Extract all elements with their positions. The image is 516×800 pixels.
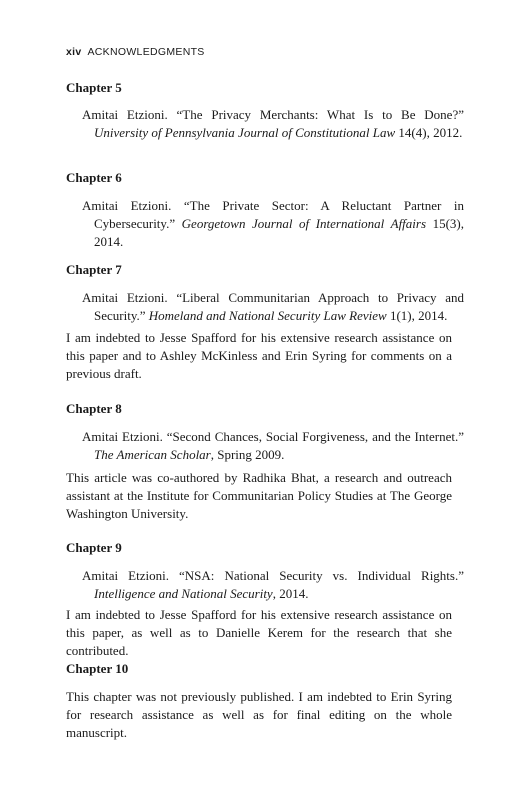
chapter-6-citation <box>82 197 464 251</box>
chapter-9-citation <box>82 567 464 603</box>
journal-title: The American Scholar <box>94 447 211 462</box>
chapter-8-citation <box>82 428 464 464</box>
chapter-9-note: I am indebted to Jesse Spafford for his extensive research assistance on this paper, as well as to Danielle Kerem for the research that she contributed. <box>66 607 452 658</box>
chapter-10-heading: Chapter 10 <box>66 661 129 676</box>
chapter-6-heading: Chapter 6 <box>66 170 122 185</box>
journal-title: Intelligence and National Security <box>94 586 273 601</box>
chapter-10-note: This chapter was not previously published. I am indebted to Erin Syring for research assistance as well as for final editing on the whole manuscript. <box>66 689 452 740</box>
chapter-7-note: I am indebted to Jesse Spafford for his extensive research assistance on this paper and to Ashley McKinless and Erin Syring for comments on a previous draft. <box>66 330 452 381</box>
citation-text: Amitai Etzioni. “Liberal Communitarian Approach to Privacy and Security.” <box>82 290 464 323</box>
running-head-title: ACKNOWLEDGMENTS <box>87 46 205 58</box>
running-head <box>66 46 205 58</box>
journal-title: University of Pennsylvania Journal of Constitutional Law <box>94 125 396 140</box>
chapter-9-heading: Chapter 9 <box>66 540 122 555</box>
citation-details: 1(1), 2014. <box>386 308 448 323</box>
journal-title: Georgetown Journal of International Affairs <box>181 216 427 231</box>
chapter-7-heading: Chapter 7 <box>66 262 122 277</box>
chapter-7-citation <box>82 289 464 325</box>
chapter-5-citation <box>82 106 464 142</box>
chapter-8-note: This article was co-authored by Radhika Bhat, a research and outreach assistant at the Institute for Communitarian Policy Studies at The George Washington University. <box>66 470 452 521</box>
page-number: xiv <box>66 46 82 58</box>
citation-details: 14(4), 2012. <box>395 125 463 140</box>
citation-text: Amitai Etzioni. “NSA: National Security vs. Individual Rights.” <box>82 568 464 583</box>
citation-details: 15(3), 2014. <box>94 216 464 249</box>
citation-details: , 2014. <box>272 586 309 601</box>
citation-text: Amitai Etzioni. “The Privacy Merchants: What Is to Be Done?” <box>82 107 464 122</box>
citation-text: Amitai Etzioni. “The Private Sector: A Reluctant Partner in Cybersecurity.” <box>82 198 464 231</box>
citation-text: Amitai Etzioni. “Second Chances, Social Forgiveness, and the Internet.” <box>82 429 464 444</box>
chapter-5-heading: Chapter 5 <box>66 80 122 95</box>
journal-title: Homeland and National Security Law Review <box>148 308 387 323</box>
chapter-8-heading: Chapter 8 <box>66 401 122 416</box>
citation-details: , Spring 2009. <box>210 447 285 462</box>
